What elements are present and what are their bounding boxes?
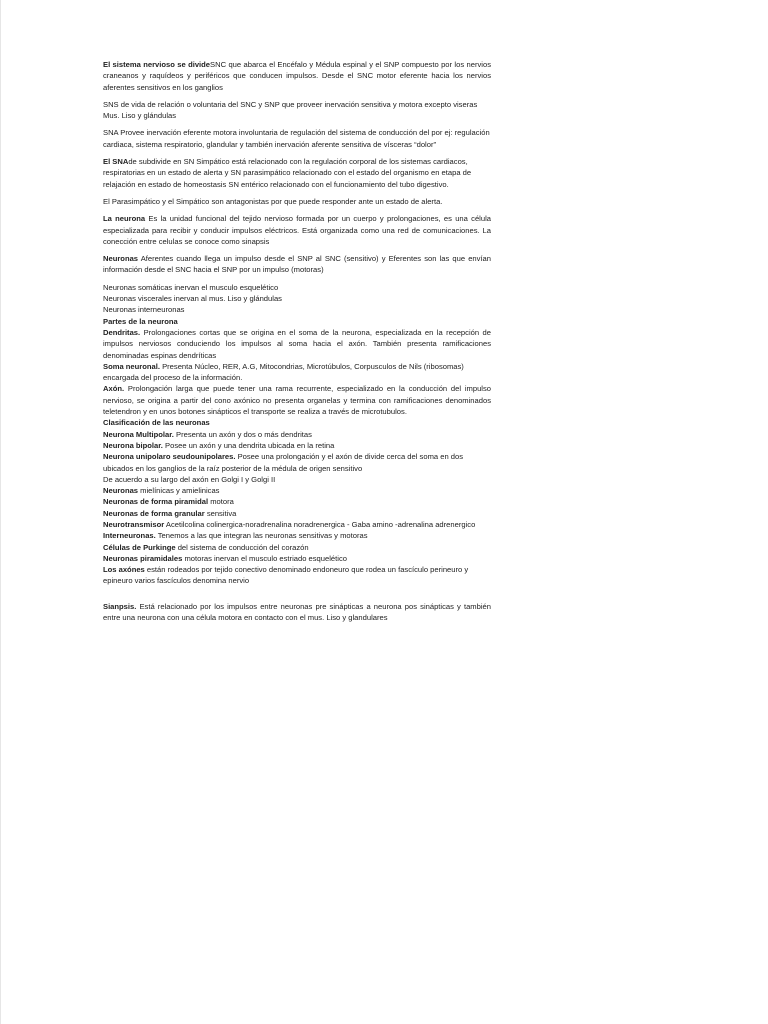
bold-term: Neurotransmisor bbox=[103, 519, 165, 529]
line-piramidal bbox=[103, 496, 491, 507]
paragraph-text: SNC que abarca el Encéfalo y Médula espinal y el SNP compuesto por los nervios craneanos y raquídeos y periféricos que conducen impulsos. Desde el SNC motor eferente hacia los nervios aferentes sensitivos en los ganglios bbox=[103, 60, 491, 92]
line-mielinicas bbox=[103, 485, 491, 496]
line-dendritas bbox=[103, 327, 491, 361]
bold-term: Neuronas bbox=[103, 486, 139, 496]
line-text: motora bbox=[208, 497, 234, 507]
line-text: Presenta un axón y dos o más dendritas bbox=[173, 429, 312, 439]
bold-term: Sianpsis. bbox=[103, 601, 137, 611]
bold-term: Neurona bipolar. bbox=[103, 440, 163, 450]
line-axones bbox=[103, 564, 491, 587]
document-body bbox=[103, 59, 491, 623]
paragraph-sns: SNS de vida de relación o voluntaria del SNC y SNP que proveer inervación sensitiva y motora excepto viseras Mus. Liso y glándulas bbox=[103, 99, 478, 121]
paragraph-sna-subdivision bbox=[103, 156, 491, 190]
paragraph-text: Aferentes cuando llega un impulso desde el SNP al SNC (sensitivo) y Eferentes son las que envían información desde el SNC hacia el SNP por un impulso (motoras) bbox=[103, 254, 491, 275]
line-text: mielínicas y amielinicas bbox=[138, 486, 220, 496]
bold-term: Axón. bbox=[103, 384, 125, 394]
paragraph-division bbox=[103, 59, 491, 93]
line-piramidales bbox=[103, 553, 491, 564]
line-golgi: De acuerdo a su largo del axón en Golgi I y Golgi II bbox=[103, 474, 276, 484]
line-text: motoras inervan el musculo estriado esquelético bbox=[182, 553, 347, 563]
line-text: Prolongaciones cortas que se origina en el soma de la neurona, especializada en la recepción de impulsos nerviosos conduciendo los impulsos al soma hacia el axón. También presenta ramificaciones denominadas espinas dendríticas bbox=[103, 327, 491, 360]
heading-partes bbox=[103, 316, 491, 327]
bold-term: Dendritas. bbox=[103, 327, 141, 337]
line-somaticas: Neuronas somáticas inervan el musculo esquelético bbox=[103, 282, 279, 292]
line-text: Acetilcolina colinergica-noradrenalina noradrenergica - Gaba amino -adrenalina adrenergico bbox=[164, 519, 476, 529]
paragraph-text: Está relacionado por los impulsos entre neuronas pre sinápticas a neurona pos sinápticas y también entre una neurona con una célula motora en contacto con el mus. Liso y glandulares bbox=[103, 601, 491, 623]
paragraph-sinapsis bbox=[103, 601, 491, 624]
line-neurotransmisor bbox=[103, 519, 491, 530]
line-text: Posee una prolongación y el axón de divide cerca del soma en dos ubicados en los ganglios de la raíz posterior de la médula de origen sensitivo bbox=[103, 452, 464, 473]
line-bipolar bbox=[103, 440, 491, 451]
paragraph-text: Es la unidad funcional del tejido nervioso formada por un cuerpo y prolongaciones, es una célula especializada para recibir y conducir impulsos eléctricos. Está organizada como una red de comunicaciones. La conección entre celulas se conoce como sinapsis bbox=[103, 214, 491, 246]
heading-clasificacion bbox=[103, 417, 491, 428]
bold-term: Neuronas piramidales bbox=[103, 553, 183, 563]
line-interneuronas: Neuronas interneuronas bbox=[103, 305, 185, 315]
bold-term: Células de Purkinge bbox=[103, 542, 176, 552]
paragraph-neuronas-types bbox=[103, 253, 491, 276]
paragraph-antagonists: El Parasimpático y el Simpático son antagonistas por que puede responder ante un estado de alerta. bbox=[103, 196, 443, 206]
line-text: sensitiva bbox=[204, 508, 237, 518]
line-interneuronas-def bbox=[103, 530, 491, 541]
bold-term: Clasificación de las neuronas bbox=[103, 418, 210, 428]
bold-term: Neurona Multipolar. bbox=[103, 429, 174, 439]
bold-term: Neuronas bbox=[103, 254, 139, 264]
bold-term: Neurona unipolaro seudounipolares. bbox=[103, 452, 236, 462]
line-unipolar bbox=[103, 451, 491, 474]
bold-term: El sistema nervioso se divide bbox=[103, 60, 211, 69]
line-text: Tenemos a las que integran las neuronas sensitivas y motoras bbox=[155, 531, 368, 541]
bold-term: El SNA bbox=[103, 157, 129, 167]
line-text: están rodeados por tejido conectivo denominado endoneuro que rodea un fascículo perineuro y epineuro varios fascículos denomina nervio bbox=[103, 565, 469, 586]
bold-term: Soma neuronal. bbox=[103, 361, 160, 371]
bold-term: Los axónes bbox=[103, 565, 145, 575]
paragraph-sna: SNA Provee inervación eferente motora involuntaria de regulación del sistema de conducción del por ej: regulación cardiaca, sistema respiratorio, glandular y también inervación aferente sensitiva de vísceras “dolor” bbox=[103, 128, 490, 149]
paragraph-neurona bbox=[103, 213, 491, 247]
paragraph-text: de subdivide en SN Simpático está relacionado con la regulación corporal de los sistemas cardiacos, respiratorias en un estado de alerta y SN parasimpático relacionado con el estado del organismo en etapa de relajación en estado de homeostasis SN entérico relacionado con el funcionamiento del tubo digestivo. bbox=[103, 157, 472, 189]
line-multipolar bbox=[103, 429, 491, 440]
line-purkinge bbox=[103, 542, 491, 553]
bold-term: Interneuronas. bbox=[103, 531, 156, 541]
bold-term: Neuronas de forma piramidal bbox=[103, 497, 209, 507]
line-soma bbox=[103, 361, 491, 384]
line-axon bbox=[103, 383, 491, 417]
line-text: Prolongación larga que puede tener una rama recurrente, especializado en la conducción del impulso nervioso, se origina a partir del cono axónico no presenta organelas y termina con ramificaciones denominados teletendron y en unos botones sinápticos el transporte se realiza a través de microtubulos. bbox=[103, 384, 491, 417]
line-viscerales: Neuronas viscerales inervan al mus. Liso y glándulas bbox=[103, 294, 282, 304]
line-granular bbox=[103, 508, 491, 519]
bold-term: La neurona bbox=[103, 214, 146, 224]
line-text: del sistema de conducción del corazón bbox=[175, 542, 309, 552]
bold-term: Neuronas de forma granular bbox=[103, 508, 205, 518]
bold-term: Partes de la neurona bbox=[103, 316, 178, 326]
line-text: Presenta Núcleo, RER, A.G, Mitocondrias, Microtúbulos, Corpusculos de Nils (ribosomas) encargada del proceso de la información. bbox=[103, 361, 464, 383]
line-text: Posee un axón y una dendrita ubicada en la retina bbox=[162, 440, 335, 450]
